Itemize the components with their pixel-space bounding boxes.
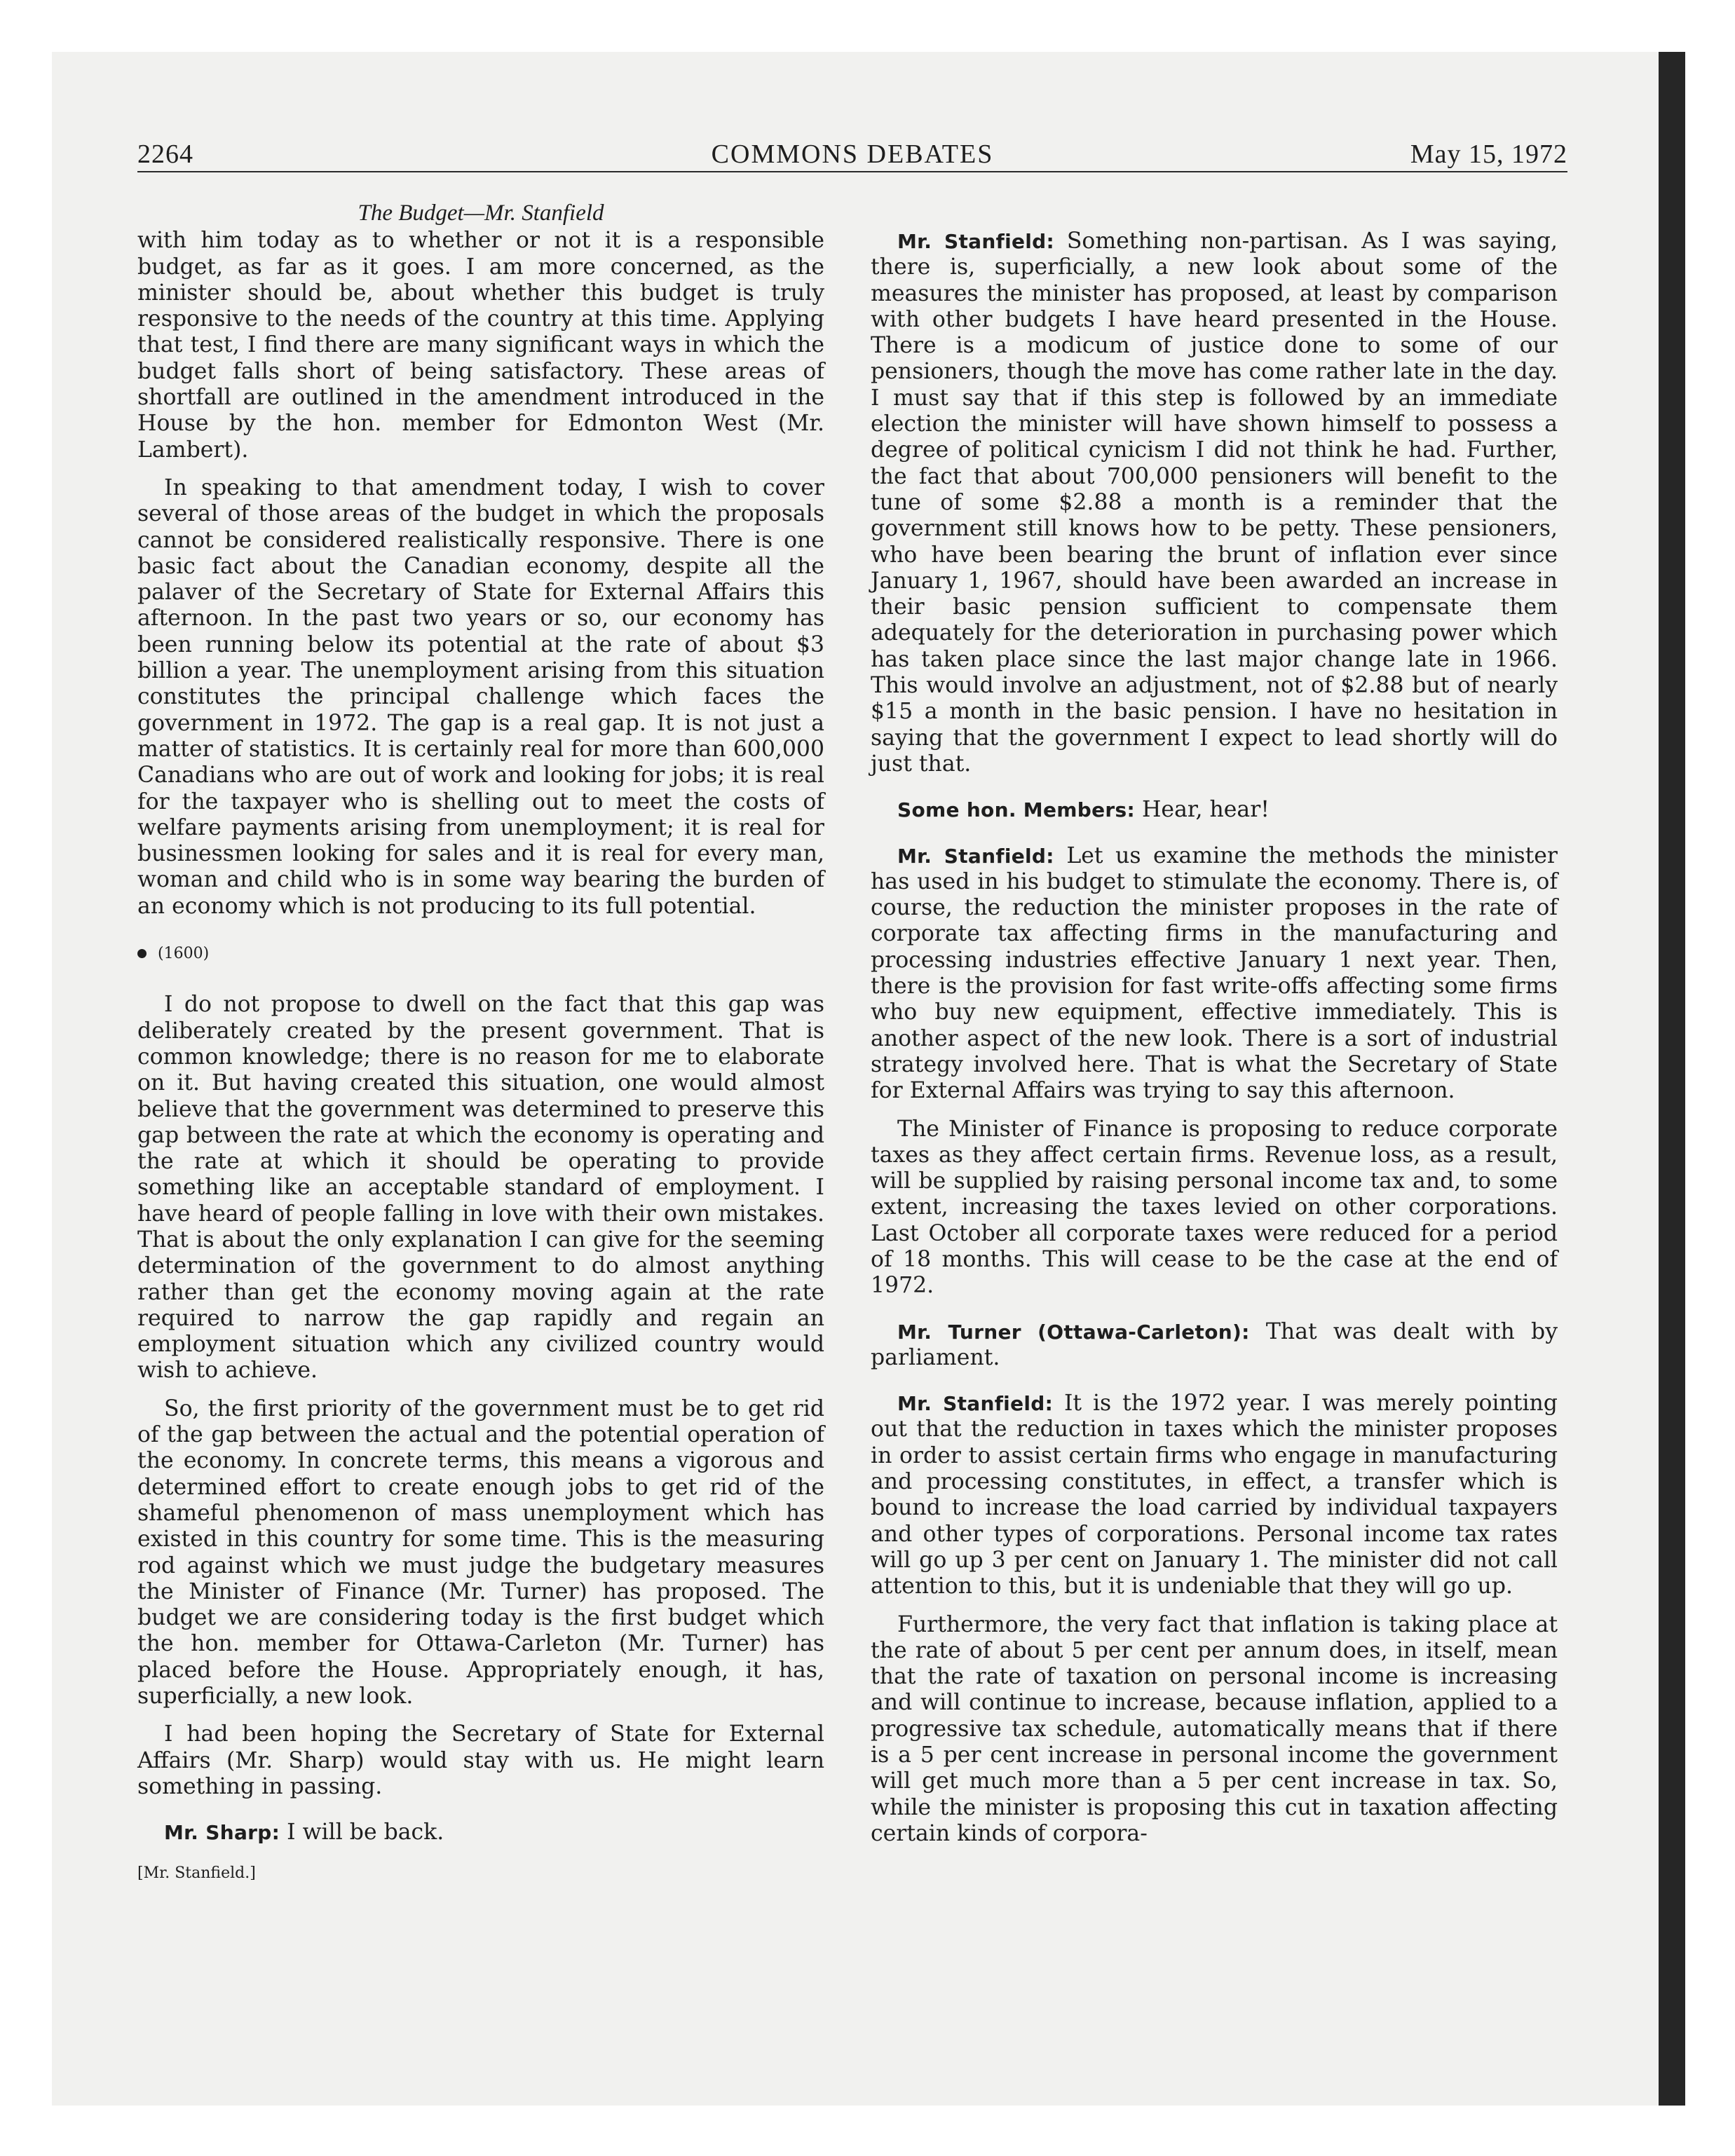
speech-text: It is the 1972 year. I was merely pointing out that the reduction in taxes which the minister proposes in order to assist certain firms who engage in manufacturing and processing constitutes, in effect, a transfer which is bound to increase the load carried by individual taxpayers and other types of corporations. Personal income tax rates will go up 3 per cent on January 1. The minister did not call attention to this, but it is undeniable that they will go up. xyxy=(871,1391,1558,1599)
scan-edge xyxy=(1659,52,1685,2106)
speech xyxy=(871,843,1558,1105)
speech-text: That was dealt with by parliament. xyxy=(871,1318,1558,1370)
publication-title: COMMONS DEBATES xyxy=(711,139,994,169)
speech xyxy=(871,228,1558,777)
speech-text: Let us examine the methods the minister has used in his budget to stimulate the economy. There is, of course, the reduction the minister proposes in the rate of corporate tax affecting firms in the manufacturing and processing industries effective January 1 next year. Then, there is the provision for fast write-offs affecting some firms who buy new equipment, effective immediately. This is another aspect of the new look. There is a sort of industrial strategy involved here. That is what the Secretary of State for External Affairs was trying to say this afternoon. xyxy=(871,842,1558,1104)
speech-text: Hear, hear! xyxy=(1134,797,1270,823)
page-header xyxy=(137,137,1567,172)
time-marker-label: (1600) xyxy=(158,945,210,963)
time-marker xyxy=(137,941,824,967)
speaker-name: Some hon. Members: xyxy=(897,798,1135,822)
paragraph: So, the first priority of the government must be to get rid of the gap between the actual and the potential operation of the economy. In concrete terms, this means a vigorous and determined effort to create enough jobs to get rid of the shameful phenomenon of mass unemployment which has existed in this country for some time. This is the measuring rod against which we must judge the budgetary measures the Minister of Finance (Mr. Turner) has proposed. The budget we are considering today is the first budget which the hon. member for Ottawa-Carleton (Mr. Turner) has placed before the House. Appropriately enough, it has, superficially, a new look. xyxy=(137,1396,824,1710)
speaker-name: Mr. Turner (Ottawa-Carleton): xyxy=(897,1320,1250,1344)
paragraph: The Minister of Finance is proposing to reduce corporate taxes as they affect certain firms. Revenue loss, as a result, will be supplied by raising personal income tax and, to some extent, increasing the taxes levied on other corporations. Last October all corporate taxes were reduced for a period of 18 months. This will cease to be the case at the end of 1972. xyxy=(871,1116,1558,1299)
speech xyxy=(871,1319,1558,1372)
paragraph: Furthermore, the very fact that inflation is taking place at the rate of about 5 per cent per annum does, in itself, mean that the rate of taxation on personal income is increasing and will continue to increase, because inflation, applied to a progressive tax schedule, automatically means that if there is a 5 per cent increase in personal income the government will get much more than a 5 per cent increase in tax. So, while the minister is proposing this cut in taxation affecting certain kinds of corpora- xyxy=(871,1611,1558,1846)
page-number: 2264 xyxy=(137,139,193,169)
paragraph: I do not propose to dwell on the fact that this gap was deliberately created by the present government. That is common knowledge; there is no reason for me to elaborate on it. But having created this situation, one would almost believe that the government was determined to preserve this gap between the rate at which the economy is operating and the rate at which it should be operating to provide something like an acceptable standard of employment. I have heard of people falling in love with their own mistakes. That is about the only explanation I can give for the seeming determination of the government to do almost anything rather than get the economy moving again at the rate required to narrow the gap rapidly and regain an employment situation which any civilized country would wish to achieve. xyxy=(137,992,824,1384)
running-head: The Budget—Mr. Stanfield xyxy=(358,200,604,226)
paragraph: I had been hoping the Secretary of State for External Affairs (Mr. Sharp) would stay with us. He might learn something in passing. xyxy=(137,1721,824,1799)
speaker-name: Mr. Stanfield: xyxy=(897,844,1054,868)
speech-text: I will be back. xyxy=(280,1820,444,1845)
right-column xyxy=(871,228,1558,1859)
speech xyxy=(137,1820,824,1845)
speaker-name: Mr. Stanfield: xyxy=(897,1392,1054,1416)
speech xyxy=(871,1391,1558,1599)
left-column xyxy=(137,200,824,1886)
speaker-name: Mr. Stanfield: xyxy=(897,230,1055,253)
footer-note: [Mr. Stanfield.] xyxy=(137,1864,256,1882)
speech xyxy=(871,797,1558,823)
bullet-icon xyxy=(137,949,147,958)
speech-text: Something non-partisan. As I was saying, there is, superficially, a new look about some of the measures the minister has proposed, at least by comparison with other budgets I have heard presented in the House. There is a modicum of justice done to some of our pensioners, though the move has come rather late in the day. I must say that if this step is followed by an immediate election the minister will have shown himself to possess a degree of political cynicism I did not think he had. Further, the fact that about 700,000 pensioners will benefit to the tune of some $2.88 a month is a reminder that the government still knows how to be petty. These pensioners, who have been bearing the brunt of inflation ever since January 1, 1967, should have been awarded an increase in their basic pension sufficient to compensate them adequately for the deterioration in purchasing power which has taken place since the last major change late in 1966. This would involve an adjustment, not of $2.88 but of nearly $15 a month in the basic pension. I have no hesitation in saying that the government I expect to lead shortly will do just that. xyxy=(871,228,1558,777)
page-date: May 15, 1972 xyxy=(1410,139,1567,169)
speaker-name: Mr. Sharp: xyxy=(164,1821,280,1845)
paragraph: In speaking to that amendment today, I wish to cover several of those areas of the budget in which the proposals cannot be considered realistically responsive. There is one basic fact about the Canadian economy, despite all the palaver of the Secretary of State for External Affairs this afternoon. In the past two years or so, our economy has been running below its potential at the rate of about $3 billion a year. The unemployment arising from this situation constitutes the principal challenge which faces the government in 1972. The gap is a real gap. It is not just a matter of statistics. It is certainly real for more than 600,000 Canadians who are out of work and looking for jobs; it is real for the taxpayer who is shelling out to meet the costs of welfare payments arising from unemployment; it is real for businessmen looking for sales and it is real for every man, woman and child who is in some way bearing the burden of an economy which is not producing to its full potential. xyxy=(137,475,824,919)
paragraph: with him today as to whether or not it is a responsible budget, as far as it goes. I am more concerned, as the minister should be, about whether this budget is truly responsive to the needs of the country at this time. Applying that test, I find there are many significant ways in which the budget falls short of being satisfactory. These areas of shortfall are outlined in the amendment introduced in the House by the hon. member for Edmonton West (Mr. Lambert). xyxy=(137,228,824,463)
